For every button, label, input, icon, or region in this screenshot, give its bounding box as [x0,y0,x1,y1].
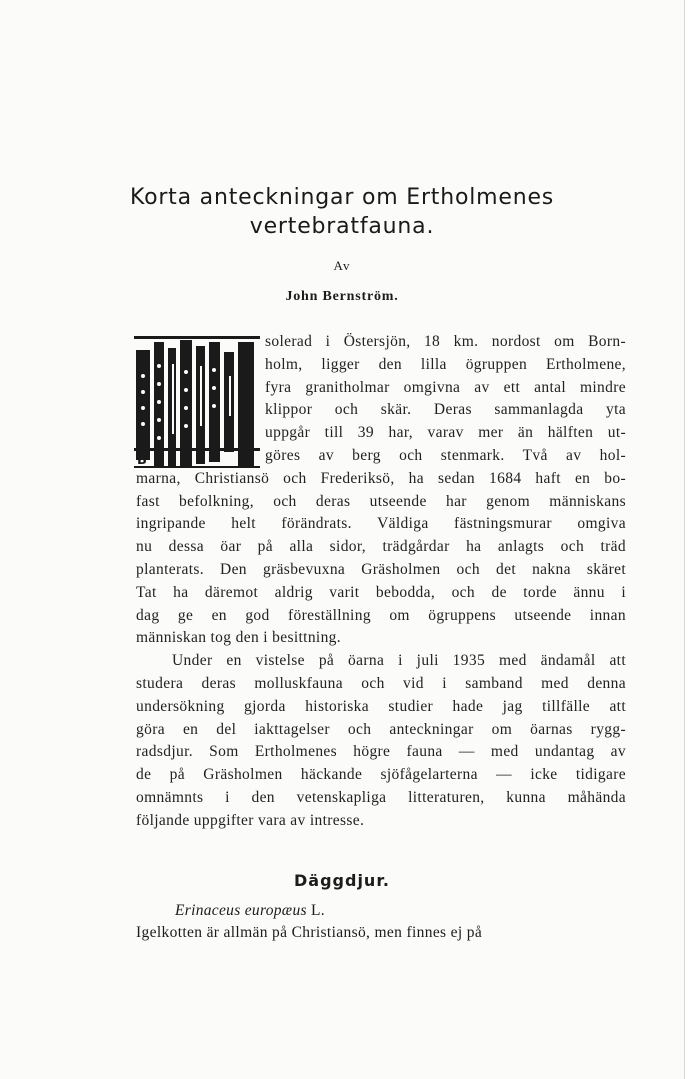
paragraph-line: dag ge en god föreställning om ögruppens utseende innan [136,606,626,624]
paragraph-line: omnämnts i den vetenskapliga litteraturen, kunna måhända [136,788,626,806]
paragraph-line: göra en del iakttagelser och anteckningar om öarnas rygg- [136,720,626,738]
paragraph-line: nu dessa öar på alla sidor, trädgårdar ha anlagts och träd [136,538,626,556]
species-author: L. [311,902,325,919]
paragraph-line: solerad i Östersjön, 18 km. nordost om Born- [265,333,626,350]
paragraph-line: Igelkotten är allmän på Christiansö, men finnes ej på [136,924,483,941]
author-name: John Bernström. [285,289,399,304]
paragraph-line: planterats. Den gräsbevuxna Gräsholmen och det nakna skäret [136,560,626,578]
paragraph-line: fyra granitholmar omgivna av ett antal mindre [265,378,626,396]
paragraph-line: följande uppgifter vara av intresse. [136,811,365,829]
monogram-text: B [137,453,147,468]
paragraph-line: holm, ligger den lilla ögruppen Ertholmene, [265,355,626,373]
title-line-2: vertebratfauna. [249,214,435,239]
paragraph-line: uppgår till 39 har, varav mer än hälften ut- [265,424,626,442]
body-last-line [136,922,626,944]
paragraph-line: människan tog den i besittning. [136,629,342,647]
title-line-1: Korta anteckningar om Ertholmenes [129,185,555,210]
paragraph-line: radsdjur. Som Ertholmenes högre fauna — med undantag av [136,743,626,761]
paragraph-line: marna, Christiansö och Frederiksö, ha sedan 1684 haft en bo- [136,469,626,487]
paragraph-line: undersökning gjorda historiska studier hade jag tillfälle att [136,697,626,715]
paragraph-line: klippor och skär. Deras sammanlagda yta [265,401,626,419]
species-name: Erinaceus europæus [175,902,307,919]
article-title [0,183,684,241]
paragraph-line: de på Gräsholmen häckande sjöfågelarterna — icke tidigare [136,766,626,784]
paragraph-line: studera deras molluskfauna och vid i samband med denna [136,674,626,692]
species-heading [175,902,325,920]
body-first-paragraph [136,331,626,833]
paragraph-line: Under en vistelse på öarna i juli 1935 med ändamål att [172,652,626,670]
paragraph-line: fast befolkning, och deras utseende har genom människans [136,492,626,510]
paragraph-line: göres av berg och stenmark. Två av hol- [265,446,626,464]
byline-prefix: Av [333,258,351,273]
paragraph-line: Tat ha däremot aldrig varit bebodda, och de torde ännu i [136,583,626,601]
section-heading: Däggdjur. [294,871,390,890]
paragraph-line: ingripande helt förändrats. Väldiga fästningsmurar omgiva [136,515,626,533]
